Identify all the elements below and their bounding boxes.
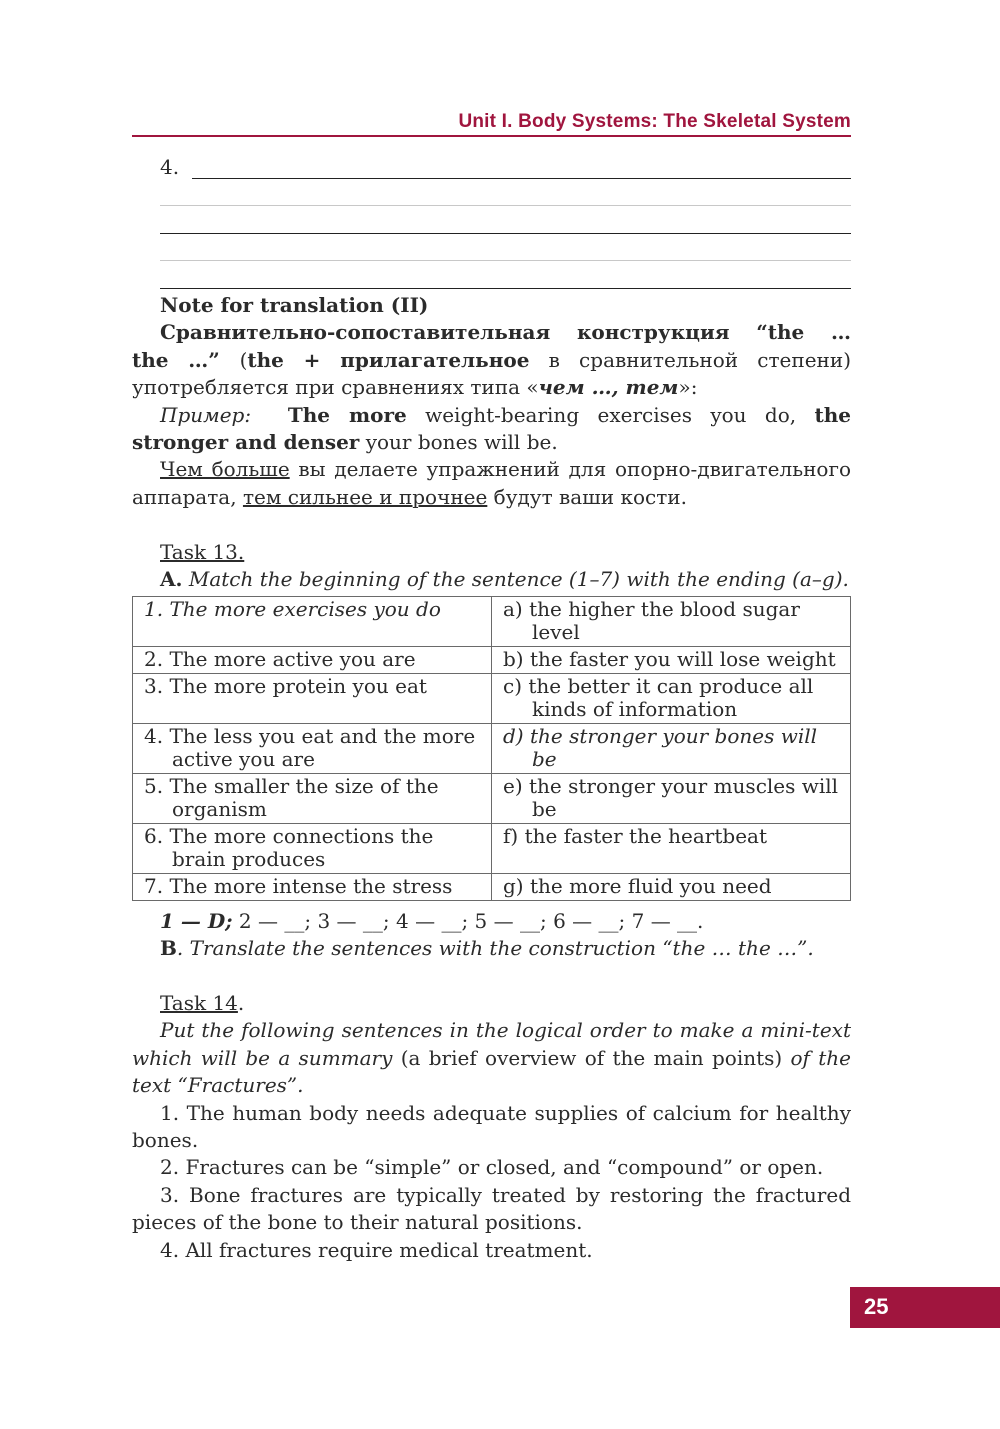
table-cell-left: 5. The smaller the size of the organism bbox=[133, 774, 492, 824]
answer-line[interactable] bbox=[192, 178, 851, 179]
part-b-label: B bbox=[160, 936, 177, 961]
translation-underline-2: тем сильнее и прочнее bbox=[242, 484, 488, 509]
task14-instruction-c: of the text “Fractures”. bbox=[132, 1045, 851, 1098]
note-formula: the + прилагательное bbox=[247, 347, 530, 372]
running-header bbox=[132, 108, 851, 137]
answer-key bbox=[132, 908, 851, 935]
answer-line[interactable] bbox=[160, 288, 851, 289]
part-a-label: A. bbox=[160, 567, 183, 592]
table-cell-left: 6. The more connections the brain produces bbox=[133, 824, 492, 874]
task13-footer bbox=[132, 908, 851, 963]
matching-table bbox=[132, 596, 851, 901]
table-row bbox=[133, 824, 851, 874]
task13-title-text: Task 13. bbox=[160, 540, 245, 564]
note-heading: Note for translation (II) bbox=[160, 293, 429, 317]
note-degree: в сравнительной степени) bbox=[529, 347, 852, 372]
answer-blanks[interactable]: 2 — __; 3 — __; 4 — __; 5 — __; 6 — __; 7 — __. bbox=[232, 909, 704, 933]
note-section bbox=[132, 292, 851, 511]
table-row bbox=[133, 874, 851, 901]
task14-title-dot: . bbox=[237, 991, 245, 1015]
example-bold-1: The more bbox=[287, 402, 407, 427]
note-usage-end: »: bbox=[678, 375, 698, 400]
table-cell-left: 3. The more protein you eat bbox=[133, 674, 492, 724]
note-chem-tem: чем …, тем bbox=[538, 375, 679, 400]
task14-title bbox=[132, 990, 851, 1017]
example-label: Пример: bbox=[160, 402, 252, 427]
table-cell-left: 1. The more exercises you do bbox=[133, 597, 492, 647]
table-cell-right: f) the faster the heartbeat bbox=[492, 824, 851, 874]
example-bold-2: the stronger and denser bbox=[132, 402, 851, 455]
answer-given: 1 — D; bbox=[160, 909, 233, 933]
table-cell-right: d) the stronger your bones will be bbox=[492, 724, 851, 774]
answer-line[interactable] bbox=[160, 205, 851, 206]
part-b-instruction: . Translate the sentences with the construction “the … the …”. bbox=[176, 936, 814, 961]
answer-line[interactable] bbox=[160, 260, 851, 261]
task14-instruction-a: Put the following sentences in the logical order to make a mini-text which will be a summary bbox=[132, 1018, 851, 1070]
task13-instruction-b bbox=[132, 935, 851, 962]
part-a-instruction: Match the beginning of the sentence (1–7) with the ending (a–g). bbox=[182, 567, 849, 592]
task13-header bbox=[132, 539, 851, 594]
list-item: 2. Fractures can be “simple” or closed, and “compound” or open. bbox=[160, 1155, 824, 1180]
answer-line[interactable] bbox=[160, 233, 851, 234]
page-number-tab bbox=[850, 1287, 1000, 1328]
note-usage: употребляется при сравнениях типа « bbox=[132, 375, 539, 400]
task14-title-text: Task 14 bbox=[160, 991, 238, 1015]
note-example bbox=[132, 402, 851, 457]
table-cell-left: 7. The more intense the stress bbox=[133, 874, 492, 901]
example-text-2: your bones will be. bbox=[359, 430, 558, 455]
note-rule-line3 bbox=[132, 374, 851, 401]
table-cell-right: e) the stronger your muscles will be bbox=[492, 774, 851, 824]
table-row bbox=[133, 597, 851, 647]
translation-text-1: вы делаете упражнений для опорно-двигательного аппарата, bbox=[132, 457, 851, 509]
page-number: 25 bbox=[864, 1294, 889, 1319]
table-row bbox=[133, 774, 851, 824]
table-cell-right: g) the more fluid you need bbox=[492, 874, 851, 901]
note-translation bbox=[132, 456, 851, 511]
table-row bbox=[133, 674, 851, 724]
table-cell-right: c) the better it can produce all kinds of information bbox=[492, 674, 851, 724]
note-rule-line1: Сравнительно-сопоставительная конструкция “the … bbox=[160, 320, 851, 345]
task13-instruction-a bbox=[132, 566, 851, 593]
table-row bbox=[133, 724, 851, 774]
table-cell-left: 2. The more active you are bbox=[133, 647, 492, 674]
note-rule-line2 bbox=[132, 347, 851, 374]
translation-text-2: будут ваши кости. bbox=[487, 484, 687, 509]
list-item: 4. All fractures require medical treatment. bbox=[160, 1237, 593, 1262]
list-item: 1. The human body needs adequate supplies of calcium for healthy bones. bbox=[132, 1100, 851, 1153]
table-cell-right: b) the faster you will lose weight bbox=[492, 647, 851, 674]
table-cell-left: 4. The less you eat and the more active you are bbox=[133, 724, 492, 774]
running-title: Unit I. Body Systems: The Skeletal System bbox=[458, 111, 851, 132]
note-paren: ( bbox=[239, 347, 248, 372]
example-text-1: weight-bearing exercises you do, bbox=[406, 402, 815, 427]
note-construction: the …” bbox=[132, 347, 240, 372]
task14-instruction-b: (a brief overview of the main points) bbox=[400, 1045, 783, 1070]
list-item: 3. Bone fractures are typically treated by restoring the fractured pieces of the bone to their natural positions. bbox=[132, 1182, 851, 1235]
translation-underline-1: Чем больше bbox=[160, 457, 290, 482]
table-row bbox=[133, 647, 851, 674]
answer-item-number: 4. bbox=[160, 155, 180, 179]
table-cell-right: a) the higher the blood sugar level bbox=[492, 597, 851, 647]
task14-section bbox=[132, 990, 851, 1264]
task14-instruction bbox=[132, 1017, 851, 1099]
task13-title bbox=[132, 539, 851, 566]
